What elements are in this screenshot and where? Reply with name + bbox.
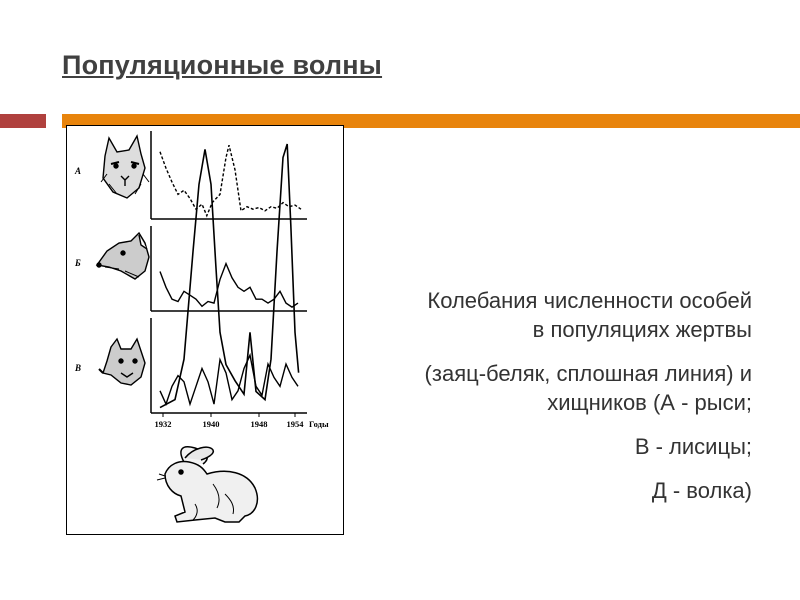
predator-series-line-2: [160, 264, 298, 308]
hare-icon: [157, 447, 257, 522]
caption-line-1: Колебания численности особей в популяциях жертвы: [427, 288, 752, 342]
x-tick-label-1932: 1932: [154, 419, 172, 429]
population-wave-chart: [67, 126, 345, 536]
population-chart-figure: [66, 125, 344, 535]
fox-head-icon: [97, 233, 149, 279]
lynx-head-icon: [101, 136, 149, 198]
caption-text-block: [422, 286, 752, 520]
x-tick-label-1948: 1948: [250, 419, 268, 429]
panel-label-3: В: [75, 363, 82, 373]
caption-line-4: Д - волка): [651, 478, 752, 503]
caption-line-3: В - лисицы;: [634, 434, 752, 459]
x-tick-label-1940: 1940: [202, 419, 220, 429]
x-axis-label: Годы: [309, 419, 329, 429]
panel-label-1: А: [75, 166, 82, 176]
prey-series-line: [160, 144, 299, 408]
slide-title: Популяционные волны: [62, 50, 383, 80]
wolf-head-icon: [99, 339, 145, 385]
accent-bar-left: [0, 114, 46, 128]
panel-label-2: Б: [75, 258, 81, 268]
caption-line-2: (заяц-беляк, сплошная линия) и хищников (А - рыси;: [424, 361, 752, 415]
predator-series-line-3: [160, 355, 298, 404]
x-tick-label-1954: 1954: [286, 419, 304, 429]
